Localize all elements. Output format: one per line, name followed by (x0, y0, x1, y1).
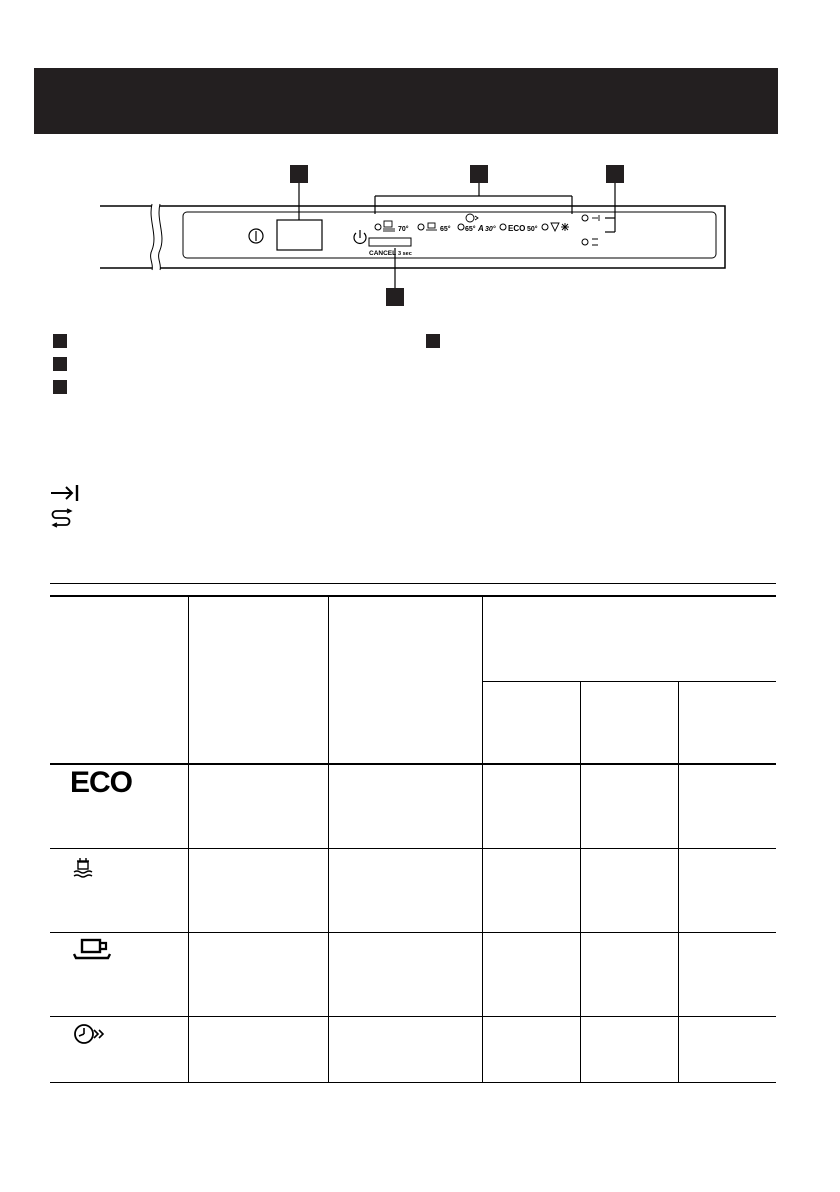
cancel-time: 3 sec (398, 251, 412, 257)
row-rule-2 (50, 932, 776, 933)
callout-square-3 (606, 165, 624, 183)
glass-cup-icon (426, 223, 437, 230)
callout-square-4 (386, 288, 404, 306)
multitab-icon (50, 508, 76, 530)
delay-start-small-icon (592, 215, 599, 221)
callout-square-1 (290, 165, 308, 183)
row-rule-1 (50, 848, 776, 849)
eco-program-label: ECO (70, 766, 133, 799)
intensive-pot-icon (383, 221, 395, 231)
legend-box-1 (53, 334, 67, 348)
table-bottom-rule (50, 1082, 776, 1083)
col-divider-5 (678, 681, 679, 1082)
temp-intensive: 70° (398, 226, 409, 233)
col-divider-4 (580, 681, 581, 1082)
table-top-rule (50, 583, 776, 584)
temp-glass: 65° (440, 226, 451, 233)
callout-square-2 (470, 165, 488, 183)
rinse-aid-icon (551, 223, 559, 231)
quick-program-icon (466, 214, 478, 222)
control-panel-diagram (0, 160, 840, 310)
quick-auto: A (478, 224, 484, 233)
quick-program-icon (72, 1022, 108, 1048)
col-divider-3 (482, 597, 483, 1082)
table-body-rule (50, 763, 776, 765)
display-window (277, 220, 322, 250)
cancel-label: CANCEL (369, 250, 397, 257)
delay-start-icon (50, 484, 82, 502)
control-panel-svg (0, 160, 840, 310)
glass-cup-icon (72, 938, 112, 964)
snowflake-icon (561, 223, 569, 231)
col-divider-2 (328, 597, 329, 1082)
legend-box-3 (53, 380, 67, 394)
table-header-rule (50, 595, 776, 597)
legend-box-4 (426, 334, 440, 348)
temp-quick: 65° (465, 226, 476, 233)
temp-eco: 50° (527, 226, 538, 233)
legend-box-2 (53, 357, 67, 371)
eco-panel-label: ECO (508, 224, 526, 233)
subheader-rule (482, 681, 776, 682)
col-divider-1 (188, 597, 189, 1082)
multitab-small-icon (592, 239, 598, 245)
intensive-pot-icon (72, 856, 100, 882)
temp-quick-30: 30° (485, 226, 496, 233)
row-rule-3 (50, 1016, 776, 1017)
section-header-bar (34, 68, 778, 134)
